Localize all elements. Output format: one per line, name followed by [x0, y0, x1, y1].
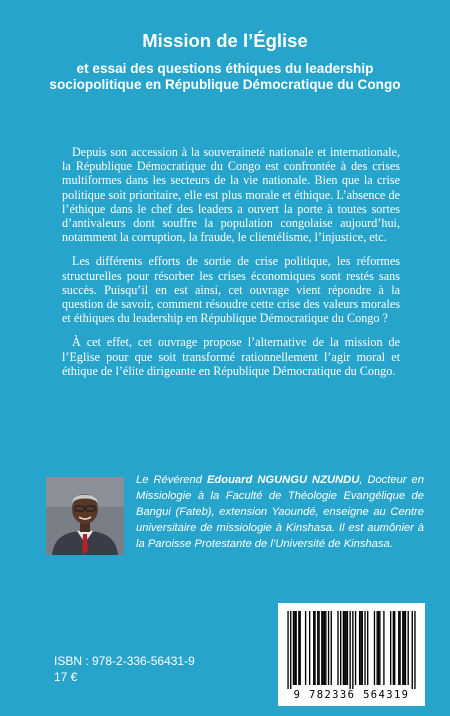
barcode-bar — [295, 611, 296, 685]
barcode-bar — [374, 611, 375, 685]
barcode-bar — [393, 611, 394, 685]
author-bio — [136, 472, 424, 552]
book-subtitle: et essai des questions éthiques du leadership sociopolitique en République Démocratique du Congo — [49, 61, 401, 92]
summary-text — [62, 145, 400, 388]
barcode-bar — [293, 611, 294, 685]
barcode-bar — [412, 611, 413, 689]
barcode-bar — [398, 611, 399, 685]
barcode-bar — [309, 611, 310, 685]
barcode-bar — [318, 611, 319, 685]
barcode-bar — [317, 611, 318, 685]
author-portrait-icon — [46, 477, 124, 555]
barcode-bar — [337, 611, 338, 685]
barcode-bar — [321, 611, 322, 685]
barcode-bar — [344, 611, 345, 685]
barcode-bar — [394, 611, 395, 685]
summary-paragraph-2: Les différents efforts de sortie de crise politique, les réformes structurelles pour résorber les crises économiques sont restés sans succès. Puisqu’il en est ainsi, cet ouvrage vient répondre à la question de savoir, comment résoudre cette crise des valeurs morales et éthiques du leadership en République Démocratique du Congo ? — [62, 254, 400, 326]
author-bio-prefix: Le Révérend — [136, 474, 207, 486]
barcode-bar — [345, 611, 346, 685]
barcode-bar — [287, 611, 288, 689]
barcode-bar — [378, 611, 379, 685]
barcode-bar — [298, 611, 299, 685]
book-title: Mission de l’Église — [142, 30, 308, 51]
barcode-bar — [379, 611, 380, 685]
barcode-bar — [408, 611, 409, 685]
barcode-bar — [328, 611, 329, 685]
barcode-bar — [313, 611, 314, 685]
author-bio-text: , Docteur en Missiologie à la Faculté de Théologie Evangélique de Bangui (Fateb), extension Yaoundé, enseigne au Centre universitaire de missiologie à Kinshasa. Il est aumônier à la Paroisse Protestante de l’Université de Kinshasa. — [136, 474, 424, 550]
barcode-bar — [390, 611, 391, 685]
barcode-bar — [290, 611, 291, 689]
barcode-bar — [414, 611, 415, 689]
summary-paragraph-1: Depuis son accession à la souveraineté nationale et internationale, la République Démocratique du Congo est confrontée à des crises multiformes dans les secteurs de la vie nationale. Bien que la crise politique soit prioritaire, elle est plus morale et éthique. L’absence de l’éthique dans le chef des leaders a ouvert la porte à toutes sortes d’antivaleurs dont souffre la population congolaise aujourd’hui, notamment la corruption, la fraude, le clientélisme, l’injustice, etc. — [62, 145, 400, 245]
summary-paragraph-3: À cet effet, cet ouvrage propose l’alternative de la mission de l’Eglise pour que soit transformé rationnellement l’agir moral et éthique de l’élite dirigeante en République Démocratique du Congo. — [62, 335, 400, 378]
barcode-bar — [347, 611, 348, 685]
barcode-bar — [355, 611, 356, 685]
barcode-bar — [314, 611, 315, 685]
barcode-bar — [399, 611, 400, 685]
barcode — [278, 603, 425, 706]
barcode-bar — [322, 611, 323, 685]
barcode-bar — [305, 611, 306, 685]
barcode-bar — [294, 611, 295, 685]
barcode-bar — [300, 611, 301, 685]
barcode-bar — [402, 611, 403, 685]
barcode-bar — [367, 611, 368, 685]
barcode-bar — [325, 611, 326, 685]
barcode-bar — [331, 611, 332, 685]
barcode-bar — [343, 611, 344, 685]
author-name: Edouard NGUNGU NZUNDU — [206, 474, 360, 486]
barcode-bar — [349, 611, 350, 689]
price: 17 € — [54, 670, 78, 684]
barcode-bar — [352, 611, 353, 689]
author-photo — [46, 477, 124, 555]
isbn: ISBN : 978-2-336-56431-9 — [54, 654, 195, 668]
barcode-bar — [383, 611, 384, 685]
barcode-bar — [362, 611, 363, 685]
barcode-bar — [403, 611, 404, 685]
barcode-bar — [364, 611, 365, 685]
barcode-bar — [376, 611, 377, 685]
barcode-bar — [340, 611, 341, 685]
barcode-bar — [359, 611, 360, 685]
barcode-digits: 9 782336 564319 — [293, 689, 410, 701]
barcode-bar — [324, 611, 325, 685]
barcode-bars — [278, 603, 425, 689]
barcode-bar — [405, 611, 406, 685]
barcode-bar — [360, 611, 361, 685]
